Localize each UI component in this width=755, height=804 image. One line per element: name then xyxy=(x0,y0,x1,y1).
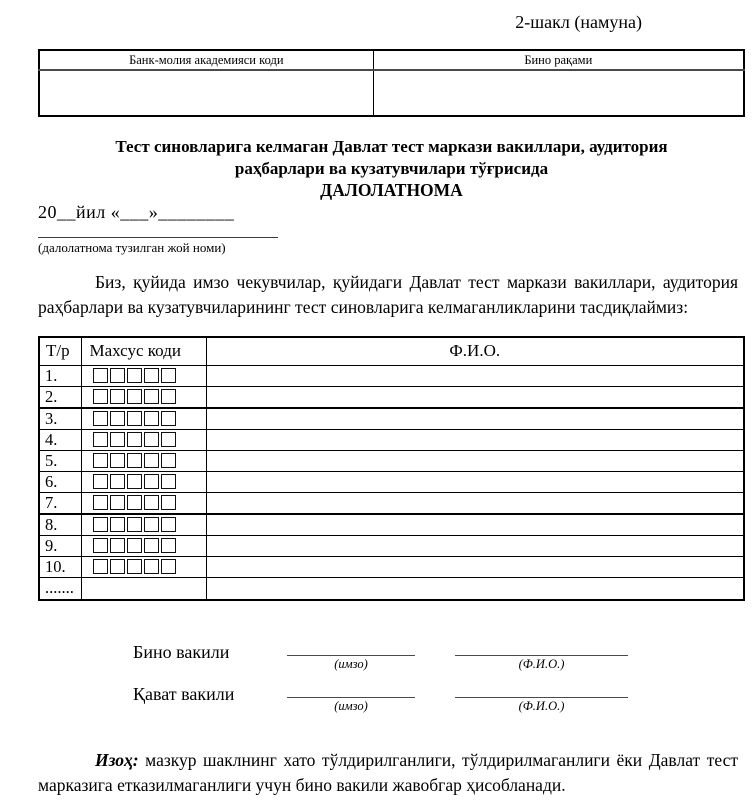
signature-row-building xyxy=(133,639,745,672)
table-row xyxy=(39,492,744,514)
code-box[interactable] xyxy=(110,538,125,553)
row-number: 2. xyxy=(39,386,81,408)
code-box[interactable] xyxy=(144,517,159,532)
table-row xyxy=(39,514,744,536)
code-box[interactable] xyxy=(161,432,176,447)
code-box[interactable] xyxy=(110,453,125,468)
code-cell[interactable] xyxy=(81,408,206,430)
signature-section xyxy=(38,639,745,714)
code-cell[interactable] xyxy=(81,471,206,492)
roster-body xyxy=(39,365,744,600)
fio-cell[interactable] xyxy=(206,535,744,556)
code-box[interactable] xyxy=(144,474,159,489)
row-number: 3. xyxy=(39,408,81,430)
place-fill-line[interactable] xyxy=(38,236,278,238)
code-box[interactable] xyxy=(127,453,142,468)
note-text: мазкур шаклнинг хато тўлдирилганлиги, тўлдирилмаганлиги ёки Давлат тест марказига етказилмаганлиги учун бино вакили жавобгар ҳисобланади. xyxy=(38,750,738,795)
signature-role-label: Бино вакили xyxy=(133,642,230,662)
code-cell[interactable] xyxy=(81,535,206,556)
row-number: 5. xyxy=(39,450,81,471)
fio-cell[interactable] xyxy=(206,429,744,450)
place-caption: (далолатнома тузилган жой номи) xyxy=(38,240,226,255)
signature-line[interactable] xyxy=(287,681,415,698)
code-box[interactable] xyxy=(161,389,176,404)
fio-line[interactable] xyxy=(455,639,628,656)
table-header-row xyxy=(39,337,744,365)
sign-caption: (имзо) xyxy=(334,657,368,671)
row-number: 8. xyxy=(39,514,81,536)
code-box[interactable] xyxy=(161,368,176,383)
code-cell[interactable] xyxy=(81,450,206,471)
roster-table xyxy=(38,336,745,601)
signature-line[interactable] xyxy=(287,639,415,656)
table-row xyxy=(39,577,744,600)
code-box[interactable] xyxy=(110,559,125,574)
date-line[interactable]: 20__йил «___»________ xyxy=(38,202,235,222)
sign-caption: (имзо) xyxy=(334,699,368,713)
code-box[interactable] xyxy=(127,474,142,489)
fio-cell[interactable] xyxy=(206,386,744,408)
code-box[interactable] xyxy=(144,432,159,447)
code-box[interactable] xyxy=(93,474,108,489)
signature-row-floor xyxy=(133,681,745,714)
note-label: Изоҳ: xyxy=(95,750,139,770)
code-box[interactable] xyxy=(110,432,125,447)
code-box[interactable] xyxy=(161,453,176,468)
table-row xyxy=(39,70,744,116)
form-number-label: 2-шакл (намуна) xyxy=(515,12,642,32)
intro-paragraph: Биз, қуйида имзо чекувчилар, қуйидаги Давлат тест маркази вакиллари, аудитория раҳбарлари ва кузатувчиларининг тест синовларига келмаганликларини тасдиқлаймиз: xyxy=(38,272,738,317)
row-number: 7. xyxy=(39,492,81,514)
fio-cell[interactable] xyxy=(206,577,744,600)
code-box[interactable] xyxy=(127,368,142,383)
table-row xyxy=(39,556,744,577)
document-title xyxy=(38,136,745,201)
code-box[interactable] xyxy=(110,368,125,383)
code-box[interactable] xyxy=(93,538,108,553)
row-number: ....... xyxy=(39,577,81,600)
row-number: 9. xyxy=(39,535,81,556)
signature-role-label: Қават вакили xyxy=(133,684,235,704)
code-box[interactable] xyxy=(144,538,159,553)
code-box[interactable] xyxy=(93,495,108,510)
code-cell[interactable] xyxy=(81,429,206,450)
fio-caption: (Ф.И.О.) xyxy=(518,699,565,713)
code-box[interactable] xyxy=(144,368,159,383)
roster-header-num: Т/р xyxy=(39,337,81,365)
table-row xyxy=(39,471,744,492)
fio-cell[interactable] xyxy=(206,492,744,514)
building-number-header: Бино рақами xyxy=(373,50,744,70)
table-row xyxy=(39,408,744,430)
code-box[interactable] xyxy=(127,559,142,574)
code-box[interactable] xyxy=(144,453,159,468)
code-box[interactable] xyxy=(127,389,142,404)
code-box[interactable] xyxy=(127,432,142,447)
code-box[interactable] xyxy=(110,389,125,404)
code-box[interactable] xyxy=(93,517,108,532)
code-box[interactable] xyxy=(93,432,108,447)
code-box[interactable] xyxy=(161,517,176,532)
title-doc-type: ДАЛОЛАТНОМА xyxy=(320,180,463,200)
fio-caption: (Ф.И.О.) xyxy=(518,657,565,671)
code-box[interactable] xyxy=(144,389,159,404)
fio-cell[interactable] xyxy=(206,450,744,471)
code-cell[interactable] xyxy=(81,577,206,600)
code-box[interactable] xyxy=(127,411,142,426)
code-box[interactable] xyxy=(93,453,108,468)
code-box[interactable] xyxy=(110,474,125,489)
fio-cell[interactable] xyxy=(206,514,744,536)
bank-code-value-cell[interactable] xyxy=(39,70,373,116)
code-box[interactable] xyxy=(144,495,159,510)
code-box[interactable] xyxy=(93,559,108,574)
code-cell[interactable] xyxy=(81,514,206,536)
code-box[interactable] xyxy=(93,389,108,404)
building-number-value-cell[interactable] xyxy=(373,70,744,116)
code-box[interactable] xyxy=(144,559,159,574)
code-box[interactable] xyxy=(161,474,176,489)
code-box[interactable] xyxy=(161,411,176,426)
code-box[interactable] xyxy=(127,517,142,532)
fio-line[interactable] xyxy=(455,681,628,698)
table-row xyxy=(39,365,744,386)
table-row xyxy=(39,429,744,450)
place-block xyxy=(38,236,745,256)
code-box[interactable] xyxy=(127,495,142,510)
title-subject: Тест синовларига келмаган Давлат тест маркази вакиллари, аудитория раҳбарлари ва кузатувчилари тўғрисида xyxy=(115,137,668,178)
table-row xyxy=(39,450,744,471)
code-box[interactable] xyxy=(161,495,176,510)
note-paragraph xyxy=(38,748,738,798)
code-box[interactable] xyxy=(93,368,108,383)
code-cell[interactable] xyxy=(81,492,206,514)
fio-cell[interactable] xyxy=(206,408,744,430)
code-box[interactable] xyxy=(161,538,176,553)
table-row xyxy=(39,50,744,70)
code-cell[interactable] xyxy=(81,386,206,408)
code-header-table xyxy=(38,49,745,117)
code-cell[interactable] xyxy=(81,556,206,577)
code-box[interactable] xyxy=(161,559,176,574)
code-box[interactable] xyxy=(110,517,125,532)
code-cell[interactable] xyxy=(81,365,206,386)
table-row xyxy=(39,386,744,408)
roster-header-code: Махсус коди xyxy=(81,337,206,365)
row-number: 4. xyxy=(39,429,81,450)
code-box[interactable] xyxy=(110,411,125,426)
fio-cell[interactable] xyxy=(206,365,744,386)
roster-header-fio: Ф.И.О. xyxy=(206,337,744,365)
table-row xyxy=(39,535,744,556)
code-box[interactable] xyxy=(93,411,108,426)
bank-code-header: Банк-молия академияси коди xyxy=(39,50,373,70)
code-box[interactable] xyxy=(110,495,125,510)
fio-cell[interactable] xyxy=(206,471,744,492)
code-box[interactable] xyxy=(127,538,142,553)
row-number: 10. xyxy=(39,556,81,577)
row-number: 6. xyxy=(39,471,81,492)
code-box[interactable] xyxy=(144,411,159,426)
fio-cell[interactable] xyxy=(206,556,744,577)
row-number: 1. xyxy=(39,365,81,386)
